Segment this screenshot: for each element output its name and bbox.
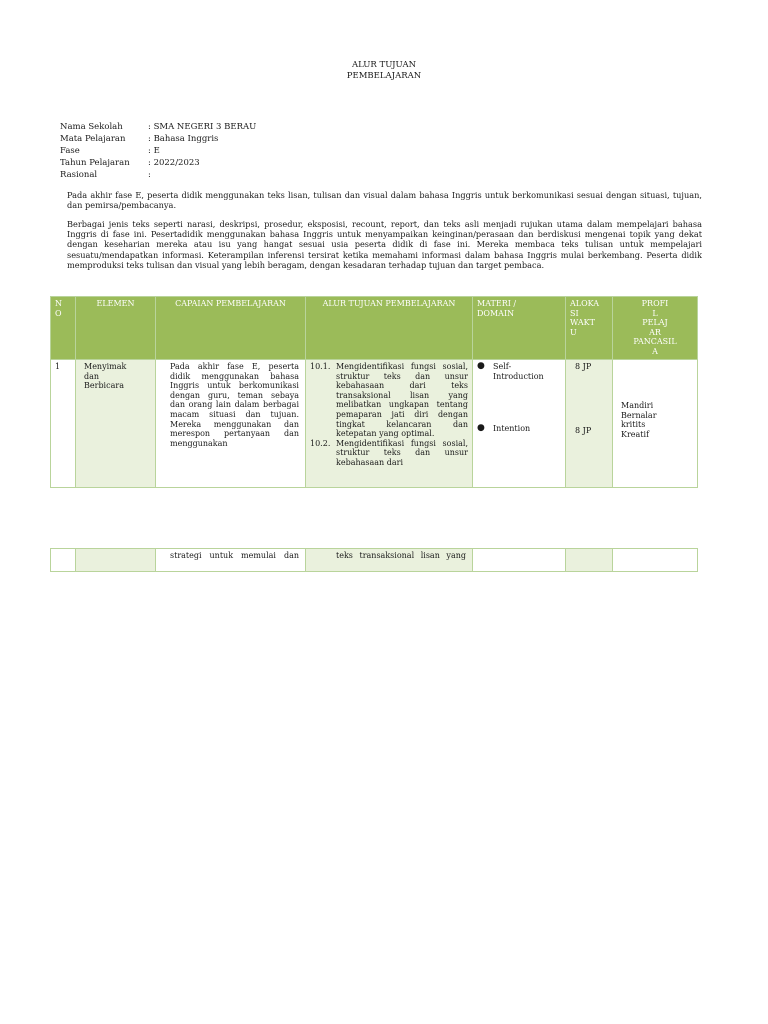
title-line-1: ALUR TUJUAN [351, 60, 417, 70]
cell-no: 1 [51, 360, 76, 488]
bullet-icon: ● [477, 361, 485, 371]
info-value: : E [148, 146, 160, 156]
rationale-paragraph-2: Berbagai jenis teks seperti narasi, deskripsi, prosedur, eksposisi, recount, report, dan teks asli menjadi rujukan utama dalam mempelajari bahasa Inggris di fase ini. Pesertadidik menggunakan bahasa Inggris untuk menyampaikan keinginan/perasaan dan berdiskusi mengenai topik yang dekat dengan keseharian mereka atau isu yang hangat sesuai usia peserta didik di fase ini. Mereka membaca teks tulisan untuk mempelajari sesuatu/mendapatkan informasi. Keterampilan inferensi tersirat ketika memahami informasi dalam bahasa Inggris mulai berkembang. Peserta didik memproduksi teks tulisan dan visual yang lebih beragam, dengan kesadaran terhadap tujuan dan target pembaca. [67, 219, 702, 270]
atp-text: Mengidentifikasi fungsi sosial, struktur teks dan unsur kebahasaan dari [336, 438, 468, 467]
info-row [60, 169, 256, 181]
table-header-row [51, 297, 698, 360]
cell-profil [613, 549, 698, 572]
cell-elemen [76, 549, 156, 572]
header-elemen: ELEMEN [76, 297, 156, 360]
cell-alokasi [566, 360, 613, 488]
header-alur: ALUR TUJUAN PEMBELAJARAN [306, 297, 473, 360]
alokasi-value: 8 JP [575, 425, 592, 435]
document-title [0, 60, 768, 82]
bullet-icon: ● [477, 423, 485, 434]
cell-materi [473, 360, 566, 488]
atp-number: 10.2. [310, 438, 331, 448]
atp-item [310, 439, 468, 468]
table-row [51, 549, 698, 572]
cell-alur [306, 549, 473, 572]
atp-number: 10.1. [310, 362, 331, 371]
cell-elemen: Menyimak dan Berbicara [76, 360, 156, 488]
info-label: Fase [60, 146, 80, 156]
materi-text: Intention [493, 424, 531, 434]
info-row [60, 121, 256, 133]
cell-alur [306, 360, 473, 488]
cell-capaian [156, 549, 306, 572]
materi-item [477, 424, 561, 434]
atp-text: teks transaksional lisan yang [336, 551, 466, 560]
header-capaian: CAPAIAN PEMBELAJARAN [156, 297, 306, 360]
cell-profil [613, 360, 698, 488]
info-label: Rasional [60, 170, 98, 180]
learning-objectives-table-continued [50, 548, 698, 572]
header-no: N O [51, 297, 76, 360]
info-value: : [148, 170, 151, 180]
info-value: : 2022/2023 [148, 158, 200, 168]
materi-text: Self- Introduction [493, 362, 544, 381]
identity-block [60, 121, 256, 181]
capaian-text: Pada akhir fase E, peserta didik menggunakan bahasa Inggris untuk berkomunikasi dengan guru, teman sebaya dan orang lain dalam berbagai macam situasi dan tujuan. Mereka menggunakan dan merespon pertanyaan dan menggunakan [170, 362, 299, 448]
rationale-paragraph-1: Pada akhir fase E, peserta didik menggunakan teks lisan, tulisan dan visual dalam bahasa Inggris untuk berkomunikasi sesuai dengan situasi, tujuan, dan pemirsa/pembacanya. [67, 190, 702, 211]
header-alokasi: ALOKA SI WAKT U [566, 297, 613, 360]
learning-objectives-table [50, 296, 698, 488]
table-row [51, 360, 698, 488]
info-label: Nama Sekolah [60, 122, 123, 132]
info-row [60, 145, 256, 157]
cell-no [51, 549, 76, 572]
header-profil: PROFI L PELAJ AR PANCASIL A [613, 297, 698, 360]
alokasi-value: 8 JP [575, 362, 592, 371]
materi-item [477, 362, 561, 381]
header-materi: MATERI / DOMAIN [473, 297, 566, 360]
info-row [60, 157, 256, 169]
cell-alokasi [566, 549, 613, 572]
info-row [60, 133, 256, 145]
title-line-2: PEMBELAJARAN [346, 71, 422, 81]
info-label: Tahun Pelajaran [60, 158, 130, 168]
info-label: Mata Pelajaran [60, 134, 126, 144]
profil-text: Mandiri Bernalar kritits Kreatif [621, 401, 657, 439]
info-value: : SMA NEGERI 3 BERAU [148, 122, 257, 132]
cell-materi [473, 549, 566, 572]
atp-text: Mengidentifikasi fungsi sosial, struktur teks dan unsur kebahasaan dari teks transaksional lisan yang melibatkan ungkapan tentang pemaparan jati diri dengan tingkat kelancaran dan ketepatan yang optimal. [336, 362, 468, 439]
cell-capaian [156, 360, 306, 488]
capaian-text: strategi untuk memulai dan [170, 551, 299, 560]
atp-item [310, 362, 468, 439]
info-value: : Bahasa Inggris [148, 134, 219, 144]
